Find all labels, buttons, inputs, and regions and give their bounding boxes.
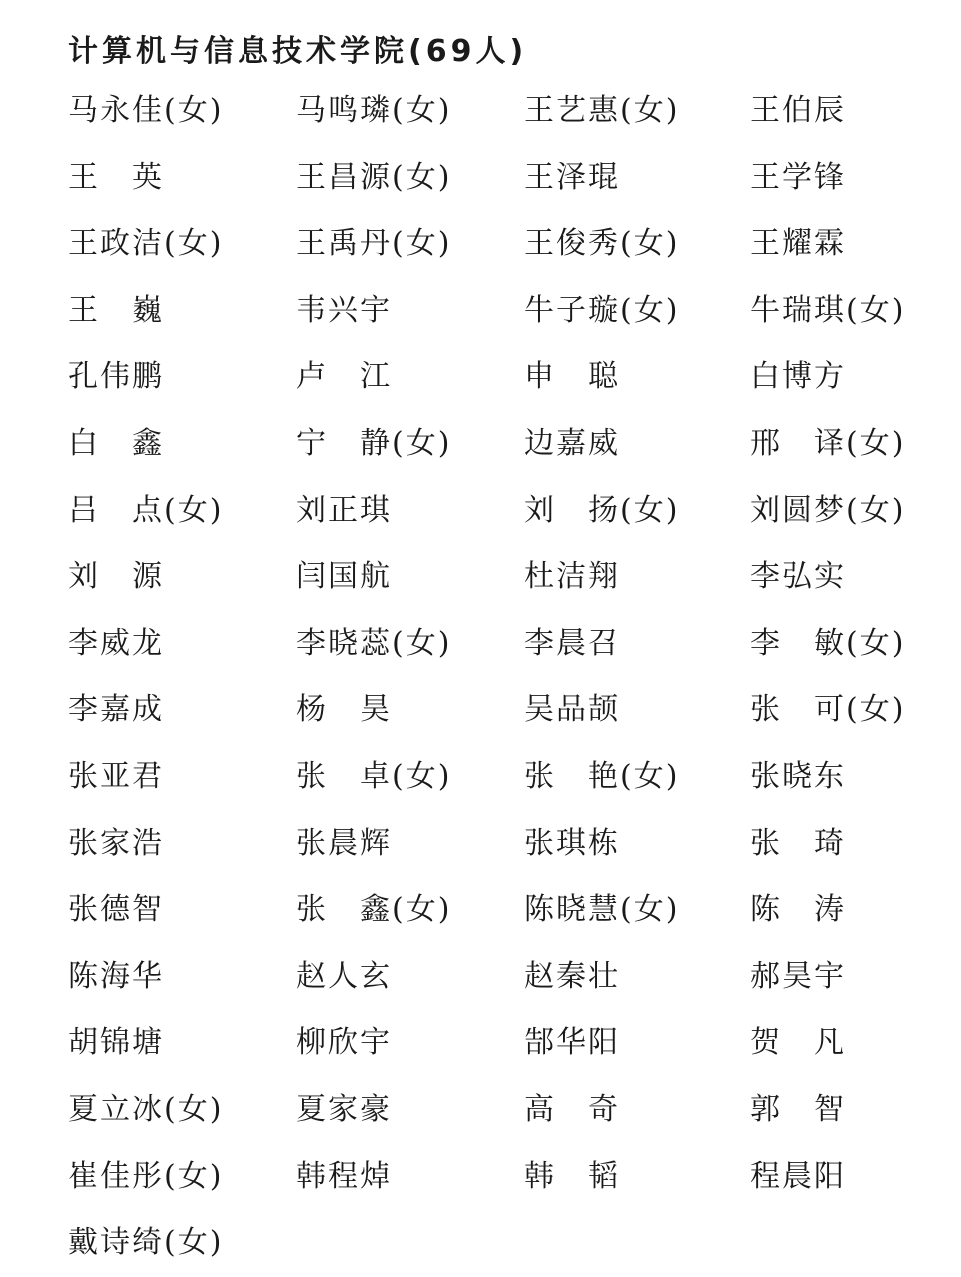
student-name: 戴诗绮(女) [68, 1225, 224, 1261]
student-name: 张亚君 [68, 758, 164, 794]
student-name: 赵人玄 [296, 958, 392, 994]
student-name: 王艺惠(女) [524, 93, 680, 128]
student-name: 郜华阳 [524, 1025, 620, 1061]
student-name: 刘正琪 [296, 492, 392, 528]
student-name: 张 琦 [750, 825, 846, 861]
student-name: 张晨辉 [296, 825, 392, 861]
student-name: 邢 译(女) [750, 425, 906, 461]
student-name: 张德智 [68, 892, 164, 928]
student-name: 吴品颉 [524, 692, 620, 728]
student-name: 王泽琨 [524, 159, 620, 195]
student-name: 刘 源 [68, 559, 164, 595]
student-name: 胡锦塘 [68, 1025, 164, 1061]
student-name: 边嘉威 [524, 425, 620, 461]
name-list [68, 78, 948, 1277]
student-name: 杨 昊 [296, 692, 392, 728]
student-name: 马鸣璘(女) [296, 93, 452, 128]
student-name: 李弘实 [750, 559, 846, 595]
student-name: 王伯辰 [750, 93, 846, 128]
student-name: 张 艳(女) [524, 758, 680, 794]
student-name: 夏家豪 [296, 1091, 392, 1127]
student-name: 韩程焯 [296, 1158, 392, 1194]
student-name: 王 英 [68, 159, 164, 195]
student-name: 李嘉成 [68, 692, 164, 728]
student-name: 张 可(女) [750, 692, 906, 728]
student-name: 卢 江 [296, 359, 392, 395]
student-name: 白博方 [750, 359, 846, 395]
student-name: 王禹丹(女) [296, 226, 452, 262]
student-name: 王耀霖 [750, 226, 846, 262]
student-name: 张家浩 [68, 825, 164, 861]
student-name: 高 奇 [524, 1091, 620, 1127]
student-name: 吕 点(女) [68, 492, 224, 528]
student-name: 李 敏(女) [750, 625, 906, 661]
student-name: 张 卓(女) [296, 758, 452, 794]
student-name: 牛瑞琪(女) [750, 292, 906, 328]
student-name: 陈海华 [68, 958, 164, 994]
student-name: 韦兴宇 [296, 292, 392, 328]
student-name: 陈 涛 [750, 892, 846, 928]
student-name: 王学锋 [750, 159, 846, 195]
student-name: 孔伟鹏 [68, 359, 164, 395]
student-name: 王俊秀(女) [524, 226, 680, 262]
student-name: 陈晓慧(女) [524, 892, 680, 928]
student-name: 李晓蕊(女) [296, 625, 452, 661]
student-name: 张 鑫(女) [296, 892, 452, 928]
student-name: 马永佳(女) [68, 93, 224, 128]
student-name: 郭 智 [750, 1091, 846, 1127]
section-title: 计算机与信息技术学院(69人) [68, 34, 528, 69]
student-name: 刘 扬(女) [524, 492, 680, 528]
student-name: 郝昊宇 [750, 958, 846, 994]
student-name: 柳欣宇 [296, 1025, 392, 1061]
student-name: 贺 凡 [750, 1025, 846, 1061]
student-name: 申 聪 [524, 359, 620, 395]
student-name: 宁 静(女) [296, 425, 452, 461]
student-name: 王政洁(女) [68, 226, 224, 262]
student-name: 白 鑫 [68, 425, 164, 461]
student-name: 程晨阳 [750, 1158, 846, 1194]
student-name: 王 巍 [68, 292, 164, 328]
student-name: 刘圆梦(女) [750, 492, 906, 528]
student-name: 张晓东 [750, 758, 846, 794]
student-name: 崔佳彤(女) [68, 1158, 224, 1194]
student-name: 李威龙 [68, 625, 164, 661]
student-name: 牛子璇(女) [524, 292, 680, 328]
student-name: 闫国航 [296, 559, 392, 595]
student-name: 杜洁翔 [524, 559, 620, 595]
student-name: 赵秦壮 [524, 958, 620, 994]
student-name: 韩 韬 [524, 1158, 620, 1194]
student-name: 李晨召 [524, 625, 620, 661]
student-name: 张琪栋 [524, 825, 620, 861]
student-name: 王昌源(女) [296, 159, 452, 195]
student-name: 夏立冰(女) [68, 1091, 224, 1127]
